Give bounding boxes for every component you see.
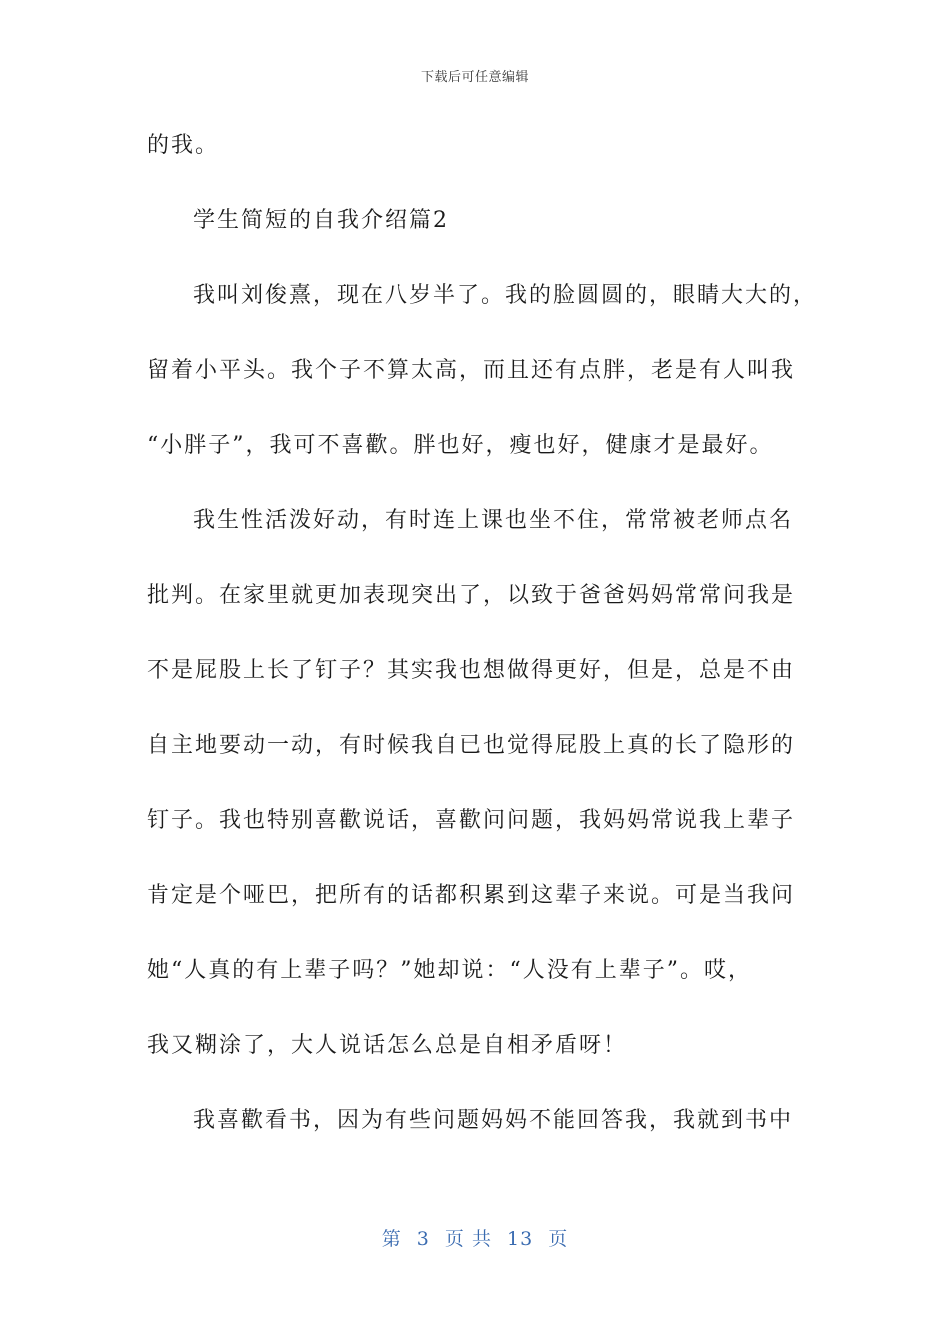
footer-suffix: 页 <box>548 1228 569 1250</box>
footer-middle: 页 共 <box>444 1228 492 1250</box>
text-line: 留着小平头。我个子不算太高，而且还有点胖，老是有人叫我 <box>147 358 796 383</box>
document-body <box>147 120 818 1170</box>
text-line: 不是屁股上长了钉子？其实我也想做得更好，但是，总是不由 <box>147 658 796 683</box>
footer-prefix: 第 <box>381 1228 402 1250</box>
text-line: 自主地要动一动，有时候我自已也觉得屁股上真的长了隐形的 <box>147 733 796 758</box>
text-line: 我又糊涂了，大人说话怎么总是自相矛盾呀！ <box>147 1033 628 1058</box>
text-line: 她“人真的有上辈子吗？”她却说：“人没有上辈子”。哎， <box>147 958 752 983</box>
text-line: 钉子。我也特别喜歡说话，喜歡问问题，我妈妈常说我上辈子 <box>147 808 796 833</box>
text-line: 肯定是个哑巴，把所有的话都积累到这辈子来说。可是当我问 <box>147 883 796 908</box>
text-line: “小胖子”，我可不喜歡。胖也好，瘦也好，健康才是最好。 <box>147 433 774 458</box>
text-line: 的我。 <box>147 133 220 158</box>
footer-total-pages: 13 <box>507 1228 534 1250</box>
footer-page-number: 3 <box>416 1228 430 1250</box>
text-line: 我叫刘俊熹，现在八岁半了。我的脸圆圆的，眼睛大大的， <box>193 283 818 308</box>
page-footer <box>0 1224 950 1251</box>
section-heading: 学生简短的自我介绍篇2 <box>193 208 449 233</box>
text-line: 我喜歡看书，因为有些问题妈妈不能回答我，我就到书中 <box>193 1108 794 1133</box>
text-line: 批判。在家里就更加表现突出了，以致于爸爸妈妈常常问我是 <box>147 583 796 608</box>
page-header-note: 下载后可任意编辑 <box>420 70 529 85</box>
text-line: 我生性活泼好动，有时连上课也坐不住，常常被老师点名 <box>193 508 794 533</box>
